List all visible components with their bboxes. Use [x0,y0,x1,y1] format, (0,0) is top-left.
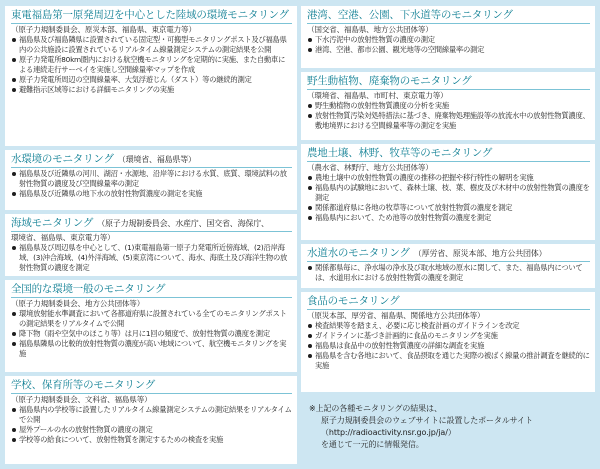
list-item: 関係都県毎に、浄水場の浄水及び取水地域の原水に関して、また、福島県内については、水道用水における放射性物質の濃度を測定 [307,263,590,283]
food-monitoring-title: 食品のモニタリング [307,295,590,310]
food-monitoring-agencies: （原災本部、厚労省、福島県、関係地方公共団体等） [307,311,485,320]
list-item: 福島県を含む各地において、食品摂取を通じた実際の被ばく線量の推計調査を継続的に実施 [307,351,590,371]
list-item: 原子力発電所80km圏内における航空機モニタリングを定期的に実施、また自動車による連続走行サーベイを実施し空間線量率マップを作成 [11,55,292,75]
list-item: 農地土壌中の放射性物質の濃度の推移の把握や移行特性の解明を実施 [307,173,590,183]
list-item: 福島県は食品中の放射性物質濃度の詳細な調査を実施 [307,341,590,351]
farmland-monitoring-box [301,144,595,240]
list-item: 下水汚泥中の放射性物質の濃度の測定 [307,35,590,45]
port-monitoring-title: 港湾、空港、公園、下水道等のモニタリング [307,9,590,24]
nationwide-monitoring-title: 全国的な環境一般のモニタリング [11,283,292,298]
tap-water-agencies: （厚労省、原災本部、地方公共団体） [413,249,547,258]
land-monitoring-title: 東電福島第一原発周辺を中心とした陸域の環境モニタリング [11,9,292,24]
list-item: 放射性物質汚染対処特措法に基づき、廃棄物処理施設等の放流水中の放射性物質濃度、敷地境界における空間線量率等の測定を実施 [307,111,590,131]
farmland-monitoring-list [307,173,590,223]
list-item: 検査結果等を踏まえ、必要に応じ検査計画のガイドラインを改定 [307,321,590,331]
list-item: 福島県隣県の比較的放射性物質の濃度が高い地域について、航空機モニタリングを実施 [11,339,292,359]
list-item: 福島県内の試験地において、森林土壌、枝、葉、樹皮及び木材中の放射性物質の濃度を測定 [307,183,590,203]
list-item: ガイドラインに基づき計画的に食品のモニタリングを実施 [307,331,590,341]
food-monitoring-list [307,321,590,371]
footnote-line-4: を通じて一元的に情報発信。 [321,440,424,449]
portal-url: （http://radioactivity.nsr.go.jp/ja/） [321,428,456,437]
nationwide-monitoring-agencies: （原子力規制委員会、地方公共団体等） [11,299,145,308]
list-item: 降下物（雨や空気中のほこり等）は月に1回の頻度で、放射性物質の濃度を測定 [11,329,292,339]
footnote [309,403,591,451]
land-monitoring-agencies: （原子力規制委員会、原災本部、福島県、東京電力等） [11,25,196,34]
list-item: 福島県内において、ため池等の放射性物質の濃度を測定 [307,213,590,223]
tap-water-title-text: 水道水のモニタリング [307,247,410,259]
list-item: 屋外プールの水の放射性物質の濃度の測定 [11,425,292,435]
tap-water-box [301,244,595,288]
land-monitoring-list [11,35,292,95]
farmland-monitoring-title: 農地土壌、林野、牧草等のモニタリング [307,147,590,162]
port-monitoring-agencies: （国交省、福島県、地方公共団体等） [307,25,433,34]
footnote-line-2: 原子力規制委員会のウェブサイトに設置したポータルサイト [321,416,533,425]
wildlife-waste-agencies: （環境省、福島県、市町村、東京電力等） [307,91,448,100]
school-monitoring-agencies: （原子力規制委員会、文科省、福島県等） [11,395,152,404]
school-monitoring-title: 学校、保育所等のモニタリング [11,379,292,394]
list-item: 福島県及び近隣県の地下水の放射性物質濃度の測定を実施 [11,189,292,199]
tap-water-list [307,263,590,283]
list-item: 福島県及び近隣県の河川、湖沼・水源地、沿岸等における水質、底質、環境試料の放射性物質の濃度及び空間線量率の測定 [11,169,292,189]
list-item: 避難指示区域等における詳細モニタリングの実施 [11,85,292,95]
list-item: 港湾、空港、都市公園、観光地等の空間線量率の測定 [307,45,590,55]
water-environment-title [11,153,292,168]
sea-monitoring-title [11,217,292,232]
list-item: 環境放射能水準調査において各都道府県に設置されている全てのモニタリングポストの測定結果をリアルタイムで公開 [11,309,292,329]
wildlife-waste-box [301,72,595,140]
food-monitoring-box [301,292,595,392]
water-environment-agencies: （環境省、福島県等） [117,155,196,164]
sea-monitoring-title-text: 海域モニタリング [11,217,94,229]
wildlife-waste-list [307,101,590,131]
list-item: 野生動植物の放射性物質濃度の分析を実施 [307,101,590,111]
water-environment-title-text: 水環境のモニタリング [11,153,114,165]
sea-monitoring-agencies-cont: 環境省、福島県、東京電力等） [11,233,115,242]
list-item: 原子力発電所周辺の空間線量率、大気浮遊じん（ダスト）等の継続的測定 [11,75,292,85]
land-monitoring-box [5,6,297,146]
list-item: 福島県及び福島隣県に設置されている固定型・可搬型モニタリングポスト及び福島県内の公共施設に設置されているリアルタイム線量測定システムの測定結果を公開 [11,35,292,55]
list-item: 関係都道府県に各地の牧草等について放射性物質の濃度を測定 [307,203,590,213]
port-monitoring-box [301,6,595,68]
sea-monitoring-list [11,243,292,273]
list-item: 学校等の給食について、放射性物質を測定するための検査を実施 [11,435,292,445]
water-environment-box [5,150,297,210]
sea-monitoring-box [5,214,297,276]
water-environment-list [11,169,292,199]
wildlife-waste-title: 野生動植物、廃棄物のモニタリング [307,75,590,90]
school-monitoring-list [11,405,292,445]
sea-monitoring-agencies: （原子力規制委員会、水産庁、国交省、海保庁、 [97,219,269,228]
nationwide-monitoring-list [11,309,292,359]
list-item: 福島県内の学校等に設置したリアルタイム線量測定システムの測定結果をリアルタイムで公開 [11,405,292,425]
farmland-monitoring-agencies: （農水省、林野庁、地方公共団体等） [307,163,433,172]
list-item: 福島県及び周辺県を中心として、(1)東電福島第一原子力発電所近傍海域、(2)沿岸海域、(3)沖合海域、(4)外洋海域、(5)東京湾について、海水、海底土及び海洋生物の放射性物質の濃度を測定 [11,243,292,273]
school-monitoring-box [5,376,297,464]
tap-water-title [307,247,590,262]
nationwide-monitoring-box [5,280,297,372]
port-monitoring-list [307,35,590,55]
footnote-line-1: ※上記の各種モニタリングの結果は、 [309,404,442,413]
